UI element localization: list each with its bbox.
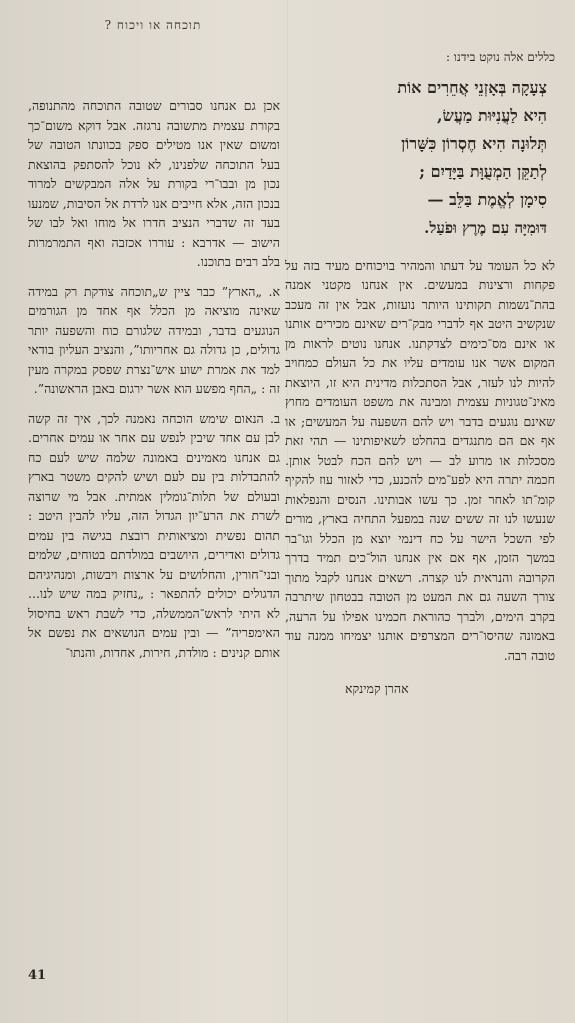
- poem-line: תְּלוּנָה הִיא חֶסְרוֹן כִּשָּׁרוֹן: [401, 133, 547, 153]
- poem-line: לְתַקֵּן הַמְעֻוָּת בַּיָּדַיִם ;: [419, 161, 547, 181]
- poem-line: הִיא לַעֲנִיּוּת מַעֲשׂ,: [436, 105, 547, 125]
- right-column: [285, 34, 555, 699]
- author-signature: אהרן קמינקא: [345, 681, 409, 696]
- body-paragraph: אכן גם אנחנו סבורים שטובה התוכחה מהתנופה, בקורת עצמית מתשובה נרגזה. אבל דוקא משום־כך ומשום שאין אנו מטילים ספק בכוונתו הטובה של בעל התוכחה שלפנינו, לא נוכל להסתפק בהוצאת נכון מן ובבו־רי בקורת על אלה המבקשים למרוד בנכון הזה, אלא חייבים אנו לרדת אל הסיבות, שמנעו בעד זה שדברי הנציב חדרו אל מוחו ואל לבו של הישוב — אדרבא : עוררו אכזבה ואף התמרמרות בלב רבים בתוכנו.: [28, 98, 280, 269]
- running-header: תוכחה או ויכוח ?: [104, 18, 202, 32]
- poem: [285, 74, 547, 242]
- poem-line: סִימָן לְאֱמֶת בַּלֵּב —: [427, 189, 547, 209]
- poem-line: צְעָקָה בְּאָזְנֵי אֲחֵרִים אוֹת: [397, 77, 547, 97]
- page-number: 41: [28, 968, 47, 983]
- point-a-paragraph: א. „הארץ” כבר ציין ש„תוכחה צודקת רק במידה שאינה מוציאה מן הכלל אף אחד מן הגורמים הנוגעים בדבר, ובמידה שלגורם כוח והשפעה יותר גדולים, כן גדולה גם אחריותו”, והנציב העליון בודאי למד את אמרת ישוע איש־נצרת שפסק במקרה מעין זה : „החף מפשע הוא אשר ירגום באבן הראשונה”.: [28, 283, 280, 396]
- body-paragraph: לא כל העומד על דעתו והמהיר בויכוחים מעיד בזה על פקחות ורצינות במעשים. אין אנחנו מקטני אמנה בהת־נשמות תקותינו היותר נועזות, אבל אין זה מעכב שנקשיב היטב אף לדברי מבק־רים שאינם מכירים אותנו או אינם מס־כימים לצדקתנו. אנחנו נוטים לראות מן המקום אשר אנו עומדים עליו את כל העולם כמחויב להיות לנו לעזר, אבל הסתכלות מדינית היא זו, היוצאת מאינ־טגוניות עצמית ומבינה את משפט העומדים מחוץ שאינם נוגעים בדבר ויש להם השפעה על המעשים; או אף אם הם מתנגדים בהחלט לשאיפותינו — תהי זאת מסכלות או מרוע לב — ויש להם הכח לבטל אותן. חכמה יתרה היא לפע־מים להכנע, כדי לאזור עוז להקיף קומ־תו לאחר זמן. כך עשו אבותינו. הנסים והנפלאות שנעשו לנו זה ששים שנה במפעל התחיה בארץ, מורים לפי השכל הישר על כח דינמי יוצא מן הכלל וגו־בר במשך הזמן, אף אם אין אנחנו הול־כים תמיד בדרך הקרובה והנראית לנו קצרה. רשאים אנחנו לקבל מתוך צורך השעה גם את המעט מן הטובה בבטחון שיתרבה בקרב הימים, ולברך כהוראת חכמינו אפילו על הרעה, באמונה שהיסו־רים המצרפים אותנו יצמיחו ממנה עוד טובה רבה.: [285, 257, 555, 663]
- point-b-paragraph: ב. הנאום שימש הוכחה נאמנה לכך, איך זה קשה לבן עם אחד שיבין לנפש עם אחר או עמים אחרים. גם אנחנו מאמינים באמונה שלמה שיש לעם כח להתבדלות בין עם לעם ושיש להקים משטר בארץ ובעולם של תלות־גומלין אמתית. אבל מי שרוצה לשרת את הרע־יון הגדול הזה, עליו להבין היטב : תהום נפשית ומציאותית רובצת בגישה בין עמים גדולים ואדירים, היושבים במולדתם בטוחים, שלמים ובני־חורין, והחלושים על ארצות ויבשות, ומנהיגיהם הדגולים יכולים להתפאר : „נחזיק במה שיש לנו... לא היתי לראש־הממשלה, כדי לשבת ראש בחיסול האימפריה” — ובין עמים הנושאים את נפשם אל אותם קנינים : מולדת, חירות, אחדות, והנתו־: [28, 410, 280, 660]
- left-column: [28, 96, 280, 672]
- poem-intro: כללים אלה נוקט בידנו :: [445, 50, 555, 64]
- poem-line: דּוּמִיָּה עִם מֶרֶץ וּפֹעַל.: [424, 218, 547, 237]
